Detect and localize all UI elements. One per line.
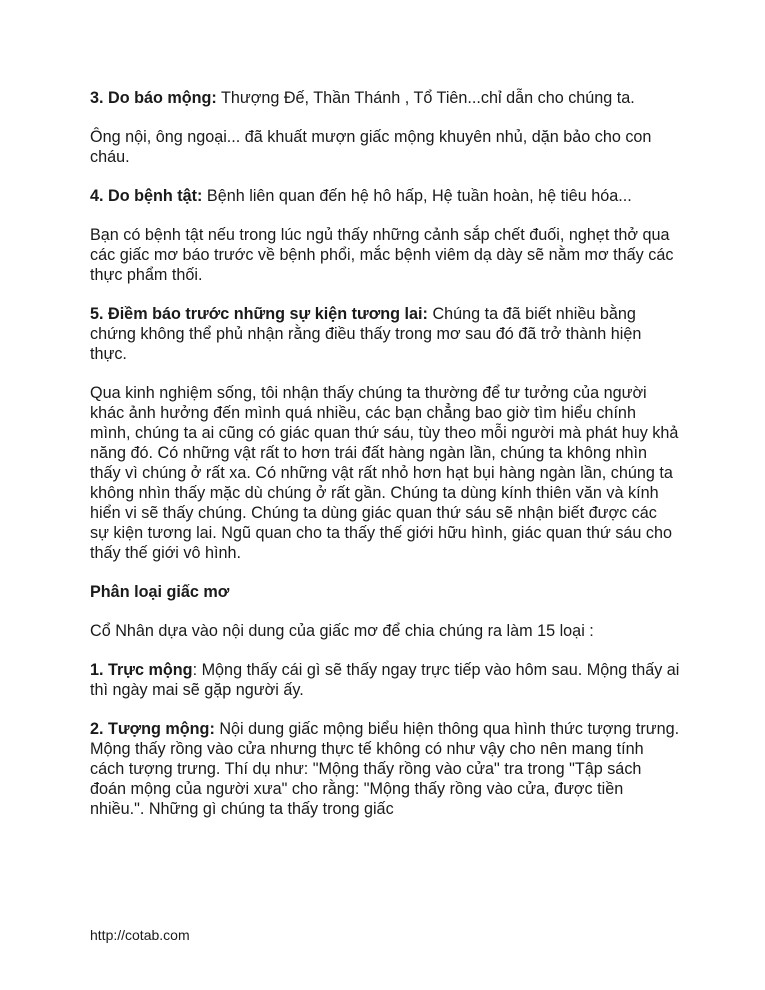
section-heading: 4. Do bệnh tật: xyxy=(90,187,203,205)
section-heading: Phân loại giấc mơ xyxy=(90,583,230,601)
section-heading: 5. Điềm báo trước những sự kiện tương lai: xyxy=(90,305,428,323)
paragraph-text: Nội dung giấc mộng biểu hiện thông qua hình thức tượng trưng. Mộng thấy rồng vào cửa nhưng thực tế không có như vậy cho nên mang tính cách tượng trưng. Thí dụ như: "Mộng thấy rồng vào cửa" tra trong "Tập sách đoán mộng của người xưa" cho rằng: "Mộng thấy rồng vào cửa, được tiền nhiều.". Những gì chúng ta thấy trong giấc xyxy=(90,720,680,818)
paragraph-kinh-nghiem xyxy=(90,383,680,563)
section-heading: 3. Do báo mộng: xyxy=(90,89,217,107)
paragraph-do-bao-mong xyxy=(90,88,680,108)
paragraph-do-benh-tat xyxy=(90,186,680,206)
paragraph-text: : Mộng thấy cái gì sẽ thấy ngay trực tiếp vào hôm sau. Mộng thấy ai thì ngày mai sẽ gặp người ấy. xyxy=(90,661,680,699)
paragraph-text: Chúng ta đã biết nhiều bằng chứng không thể phủ nhận rằng điều thấy trong mơ sau đó đã trở thành hiện thực. xyxy=(90,305,642,363)
paragraph-text: Thượng Đế, Thần Thánh , Tổ Tiên...chỉ dẫn cho chúng ta. xyxy=(216,89,635,107)
paragraph-tuong-mong xyxy=(90,719,680,819)
paragraph-text: Ông nội, ông ngoại... đã khuất mượn giấc mộng khuyên nhủ, dặn bảo cho con cháu. xyxy=(90,128,652,166)
footer-url: http://cotab.com xyxy=(90,927,190,943)
paragraph-co-nhan xyxy=(90,621,680,641)
paragraph-phan-loai-heading xyxy=(90,582,680,602)
paragraph-truc-mong xyxy=(90,660,680,700)
paragraph-text: Cổ Nhân dựa vào nội dung của giấc mơ để chia chúng ra làm 15 loại : xyxy=(90,622,594,640)
section-heading: 2. Tượng mộng: xyxy=(90,720,215,738)
paragraph-text: Bạn có bệnh tật nếu trong lúc ngủ thấy những cảnh sắp chết đuối, nghẹt thở qua các giấc mơ báo trước về bệnh phổi, mắc bệnh viêm dạ dày sẽ nằm mơ thấy các thực phẩm thối. xyxy=(90,226,674,284)
paragraph-ong-noi xyxy=(90,127,680,167)
paragraph-text: Bệnh liên quan đến hệ hô hấp, Hệ tuần hoàn, hệ tiêu hóa... xyxy=(202,187,632,205)
document-body xyxy=(90,88,680,838)
paragraph-text: Qua kinh nghiệm sống, tôi nhận thấy chúng ta thường để tư tưởng của người khác ảnh hưởng đến mình quá nhiều, các bạn chẳng bao giờ tìm hiểu chính mình, chúng ta ai cũng có giác quan thứ sáu, tùy theo mỗi người mà phát huy khả năng đó. Có những vật rất to hơn trái đất hàng ngàn lần, chúng ta không nhìn thấy vì chúng ở rất xa. Có những vật rất nhỏ hơn hạt bụi hàng ngàn lần, chúng ta không nhìn thấy mặc dù chúng ở rất gần. Chúng ta dùng kính thiên văn và kính hiển vi sẽ thấy chúng. Chúng ta dùng giác quan thứ sáu sẽ nhận biết được các sự kiện tương lai. Ngũ quan cho ta thấy thế giới hữu hình, giác quan thứ sáu cho thấy thế giới vô hình. xyxy=(90,384,679,562)
paragraph-benh-tat-detail xyxy=(90,225,680,285)
section-heading: 1. Trực mộng xyxy=(90,661,193,679)
paragraph-diem-bao xyxy=(90,304,680,364)
